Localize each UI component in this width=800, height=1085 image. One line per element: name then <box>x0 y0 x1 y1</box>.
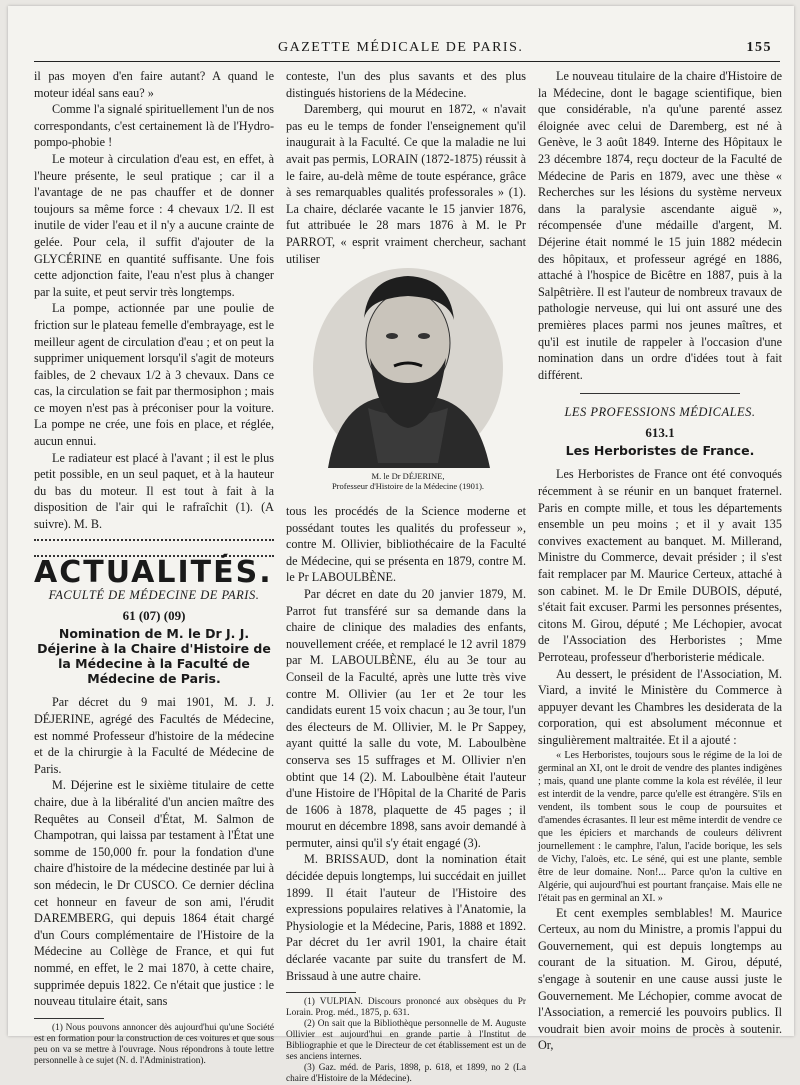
portrait-engraving <box>308 248 508 468</box>
footnote-rule <box>286 992 356 993</box>
paragraph: Daremberg, qui mourut en 1872, « n'avait pas eu le temps de fonder l'enseignement qu'il inaugurait à la Faculté. Ce que la maladie ne lui avait pas permis, LORAIN (1872-1875) réussit à le faire, au-delà même de toute espérance, grâce à ses remarquables qualités professorales » (1). La chaire, déclarée vacante le 15 janvier 1876, fut attribuée le 28 mars 1876 à M. le Pr PARROT, « esprit vraiment chercheur, sachant utiliser <box>286 102 526 266</box>
paragraph: M. BRISSAUD, dont la nomination était décidée depuis longtemps, lui succédait en juillet 1899. Il était l'auteur de l'Histoire des expressions populaires relatives à l'Anatomie, la Physiologie et la Médecine, Paris, 1888 et 1892. Par décret du 1er avril 1901, la chaire était déclarée vacante par suite du transfert de M. Brissaud à une autre chaire. <box>286 852 526 983</box>
page-number: 155 <box>746 40 772 55</box>
section-title: FACULTÉ DE MÉDECINE DE PARIS. <box>48 588 260 603</box>
article-headline: Nomination de M. le Dr J. J. Déjerine à la Chaire d'Histoire de la Médecine à la Faculté de Médecine de Paris. <box>37 626 271 687</box>
paragraph: Le radiateur est placé à l'avant ; il est le plus petit possible, en un seul paquet, et à la hauteur du bas du moteur. Il est tout à fait à la disposition de l'air qui le rafraîchit (1). (A suivre). M. B. <box>34 450 274 532</box>
journal-title: GAZETTE MÉDICALE DE PARIS. <box>278 40 524 55</box>
paragraph: Comme l'a signalé spirituellement l'un de nos correspondants, c'est certainement là de l'Hydro-pompo-phobie ! <box>34 102 274 150</box>
footnote: (3) Gaz. méd. de Paris, 1898, p. 618, et 1899, no 2 (La chaire d'Histoire de la Médecine). <box>286 1063 526 1085</box>
paragraph: La pompe, actionnée par une poulie de friction sur le plateau femelle d'embrayage, est le meilleur agent de circulation d'eau ; et on peut la supprimer uniquement lorsqu'il s'agit de moteurs faibles, de 2 chevaux 1/2 à 3 chevaux. Dans ce cas, la circulation se fait par thermosiphon ; mais ce moyen n'est pas à préconiser pour la voiture. La pompe ne crée, une fois en place, et réglée, aucun ennui. <box>34 301 274 449</box>
section-banner: ACTUALITÉS. <box>34 554 273 590</box>
paragraph: Le nouveau titulaire de la chaire d'Histoire de la Médecine, dont le bagage scientifique, bien que considérable, n'a qu'une parenté assez éloignée avec celui de Daremberg, est né à Genève, le 3 août 1849. Interne des Hôpitaux le 23 décembre 1874, reçu docteur de la Faculté de Médecine de Paris en 1879, avec une thèse « Recherches sur les lésions du système nerveux dans la paralysie ascendante aiguë », récompensée d'une médaille d'argent, M. Déjerine était nommé le 15 juin 1882 médecin des hôpitaux, et professeur agrégé en 1886, attaché à l'hospice de Bicêtre en 1887, puis à la Salpêtrière. Il est l'auteur de nombreux travaux de pathologie nerveuse, qui lui ont assuré une des premières places parmi nos jeunes maîtres, et qu'il est inutile de rappeler à l'occasion d'une nomination dans un ordre d'idées tout à fait différent. <box>538 69 782 382</box>
paragraph: Par décret du 9 mai 1901, M. J. J. DÉJERINE, agrégé des Facultés de Médecine, est nommé Professeur d'histoire de la médecine et de la chirurgie à la Faculté de Médecine de Paris. <box>34 695 274 776</box>
column-3 <box>538 68 782 1054</box>
classification-code: 613.1 <box>645 424 675 440</box>
ornamental-divider <box>34 539 274 557</box>
paragraph: M. Déjerine est le sixième titulaire de cette chaire, due à la libéralité d'un ancien maître des Requêtes au Conseil d'État, M. Salmon de Champotran, qui laissa par testament à l'État une somme de 150,000 fr. pour la fondation d'une chaire d'histoire de la médecine destinée par lui à son médecin, le Dr CUSCO. Ce dernier déclina cet honneur en faveur de son ami, l'érudit DAREMBERG, qui depuis 1864 était chargé d'un Cours complémentaire de l'Histoire de la Médecine au Collège de France, et qui fut nommé, en effet, le 2 mai 1870, à cette chaire, supprimée depuis 1822. Ce n'était que justice : le nouveau titulaire était, sans <box>34 778 274 1009</box>
footnote: (2) On sait que la Bibliothèque personnelle de M. Auguste Ollivier est aujourd'hui en grande partie à l'Institut de Bibliographie et que le Directeur de cet établissement est un de ses anciens internes. <box>286 1019 526 1063</box>
paragraph: Par décret en date du 20 janvier 1879, M. Parrot fut transféré sur sa demande dans la chaire de clinique des maladies des enfants, nouvellement créée, et remplacé le 12 avril 1879 par M. LABOULBÈNE, élu au 3e tour au Conseil de la Faculté, après une lutte très vive contre M. Ollivier (au 1er et 2e tour les candidats eurent 15 voix chacun ; au 3e tour, l'un des électeurs de M. Ollivier, M. le Pr Sappey, ayant quitté la salle du vote, M. Laboulbène conserva ses 15 suffrages et M. Ollivier n'en obtint que 14 (2). M. Laboulbène était l'auteur d'une Histoire de l'Hôpital de la Charité de Paris de 1606 à 1878, plaquette de 45 pages ; il mourut en décembre 1898, sans avoir demandé à permuter, ainsi qu'il s'y était engagé (3). <box>286 586 526 850</box>
column-2-continued <box>286 503 526 1085</box>
paragraph: Et cent exemples semblables! M. Maurice Certeux, au nom du Ministre, a promis l'appui du Gouvernement, qui est depuis longtemps au courant de la situation. M. Girou, député, s'engage à soutenir en une cause aussi juste le Gouvernement. Me Léchopier, comme avocat de l'Association, a remercié les pouvoirs publics. Il voudrait bien avoir moins de procès à soutenir. Or, <box>538 905 782 1053</box>
footnote-rule <box>34 1018 104 1019</box>
article-headline: Les Herboristes de France. <box>565 443 755 459</box>
footnote: (1) Nous pouvons annoncer dès aujourd'hui qu'une Société est en formation pour la construction de ces voitures et que sous peu on va se mettre à l'ouvrage. Nous répondrons à toute lettre personnelle à ce sujet (N. d. l'Administration). <box>34 1022 274 1066</box>
paragraph: Le moteur à circulation d'eau est, en effet, à l'heure présente, le seul pratique ; car il a l'avantage de ne pas chauffer et de donner toujours sa même force : 4 chevaux 1/2. Il est inutile de vider l'eau et il n'y a aucune crainte de gelée. Pour cela, il suffit d'ajouter de la GLYCÉRINE en quantité suffisante. Une fois cette adjonction faite, l'eau n'est plus à changer par la suite, et peut servir très longtemps. <box>34 151 274 299</box>
section-divider <box>580 393 740 394</box>
paragraph: Les Herboristes de France ont été convoqués récemment à se réunir en un banquet fraternel. Paris en compte mille, et tous les départements ensemble un peu moins ; et il y avait 135 convives exactement au banquet. M. Millerand, Ministre du Commerce, devait présider ; il s'est fait remplacer par M. Maurice Certeux, attaché à son cabinet. M. le Dr Emile DUBOIS, député, s'était fait excuser. Parmi les personnes présentes, citons M. Girou, député ; Me Léchopier, avocat de l'Association des Herboristes ; Mme Perroteau, professeur d'herboristerie médicale. <box>538 467 782 664</box>
page <box>8 6 794 1085</box>
footnote: (1) VULPIAN. Discours prononcé aux obsèques du Pr Lorain. Prog. méd., 1875, p. 631. <box>286 997 526 1019</box>
paragraph: conteste, l'un des plus savants et des plus distingués historiens de la Médecine. <box>286 69 526 100</box>
classification-code: 61 (07) (09) <box>122 607 186 623</box>
paragraph: Au dessert, le président de l'Association, M. Viard, a invité le Ministère du Commerce à appuyer devant les Chambres les desiderata de la corporation, qui est absolument méconnue et singulièrement maltraitée. Et il a ajouté : <box>538 666 782 747</box>
header-rule <box>34 61 780 62</box>
caption-line: M. le Dr DÉJERINE, <box>371 471 445 481</box>
section-title: LES PROFESSIONS MÉDICALES. <box>564 405 756 420</box>
paragraph: tous les procédés de la Science moderne et possédant toutes les qualités du professeur », contre M. Ollivier, bibliothécaire de la Faculté de Médecine, qui se présenta en 1879, contre M. le Pr LABOULBÈNE. <box>286 504 526 585</box>
block-quote: « Les Herboristes, toujours sous le régime de la loi de germinal an XI, ont le droit de vendre des plantes indigènes ; mais, quand une plante comme la kola est révélée, il leur est interdit de la vendre, parce qu'elle est étrangère. S'ils en vendent, ils tombent sous le coup de poursuites et d'amendes écrasantes. Il leur est même interdit de vendre ce que les épiciers et marchands de couleurs délivrent journellement : le camphre, l'alun, l'acide borique, les sels de Vichy, l'aloès, etc. Le séné, qui est une plante, semble être de leur domaine. Non!... Parce qu'on la cultive en Algérie, qui aujourd'hui est pourtant française. Mais elle ne l'était pas en germinal an XI. » <box>538 749 782 904</box>
portrait-caption <box>290 471 526 491</box>
column-1 <box>34 68 274 1067</box>
caption-line: Professeur d'Histoire de la Médecine (1901). <box>331 481 485 491</box>
running-header <box>38 40 784 60</box>
column-2 <box>286 68 526 267</box>
paragraph: il pas moyen d'en faire autant? A quand le moteur idéal sans eau? » <box>34 69 274 100</box>
